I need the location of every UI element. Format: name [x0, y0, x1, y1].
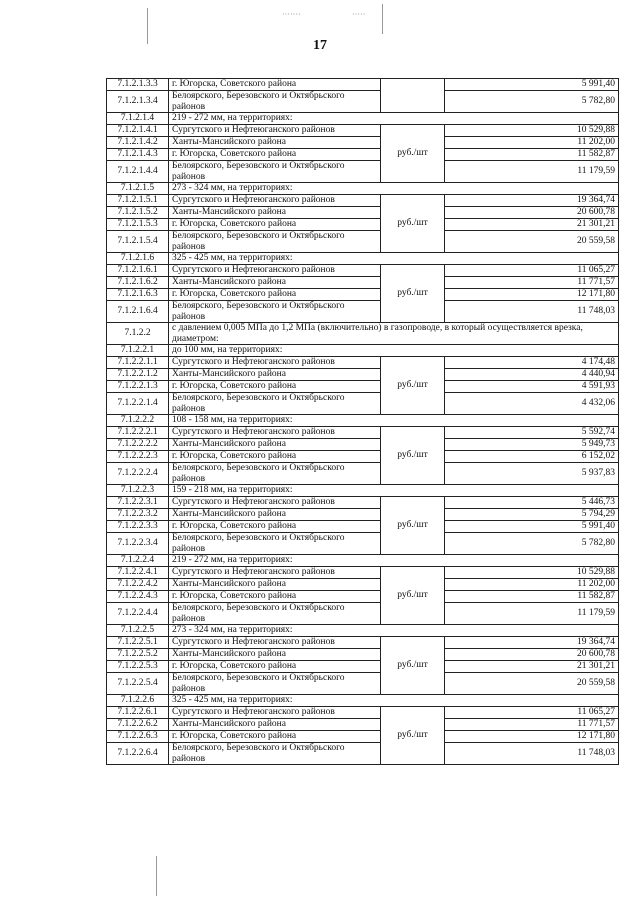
row-unit: руб./шт: [381, 125, 445, 183]
row-code: 7.1.2.2.5.2: [107, 649, 169, 661]
row-unit: [381, 79, 445, 113]
row-description: 219 - 272 мм, на территориях:: [169, 555, 619, 567]
row-territory: г. Югорска, Советского района: [169, 381, 381, 393]
row-territory: Ханты-Мансийского района: [169, 277, 381, 289]
row-price: 21 301,21: [445, 661, 619, 673]
row-price: 4 591,93: [445, 381, 619, 393]
table-row: [107, 381, 619, 393]
row-price: 5 794,29: [445, 509, 619, 521]
row-code: 7.1.2.1.4.2: [107, 137, 169, 149]
table-row: [107, 661, 619, 673]
row-territory: Сургутского и Нефтеюганского районов: [169, 567, 381, 579]
row-territory: Сургутского и Нефтеюганского районов: [169, 195, 381, 207]
row-description: с давлением 0,005 МПа до 1,2 МПа (включительно) в газопроводе, в который осуществляется врезка, диаметром:: [169, 323, 619, 345]
table-row: [107, 231, 619, 253]
row-price: 11 179,59: [445, 603, 619, 625]
table-row: [107, 369, 619, 381]
table-subheader-row: [107, 625, 619, 637]
table-row: [107, 195, 619, 207]
row-code: 7.1.2.1.6: [107, 253, 169, 265]
row-territory: Ханты-Мансийского района: [169, 369, 381, 381]
row-territory: Белоярского, Березовского и Октябрьского районов: [169, 161, 381, 183]
row-territory: Белоярского, Березовского и Октябрьского районов: [169, 673, 381, 695]
row-price: 10 529,88: [445, 125, 619, 137]
table-row: [107, 567, 619, 579]
table-subheader-row: [107, 485, 619, 497]
table-row: [107, 509, 619, 521]
row-description: 325 - 425 мм, на территориях:: [169, 695, 619, 707]
row-territory: Ханты-Мансийского района: [169, 137, 381, 149]
table-row: [107, 149, 619, 161]
scan-mark: ·······: [282, 10, 301, 19]
row-territory: Ханты-Мансийского района: [169, 509, 381, 521]
tariff-table-body: [107, 79, 619, 765]
row-price: 4 174,48: [445, 357, 619, 369]
table-row: [107, 265, 619, 277]
row-price: 5 446,73: [445, 497, 619, 509]
row-territory: Сургутского и Нефтеюганского районов: [169, 265, 381, 277]
row-code: 7.1.2.2.6.1: [107, 707, 169, 719]
row-territory: г. Югорска, Советского района: [169, 219, 381, 231]
row-code: 7.1.2.2.3: [107, 485, 169, 497]
row-territory: Белоярского, Березовского и Октябрьского районов: [169, 533, 381, 555]
row-price: 11 771,57: [445, 277, 619, 289]
row-code: 7.1.2.2.1: [107, 345, 169, 357]
row-price: 19 364,74: [445, 195, 619, 207]
row-code: 7.1.2.1.4: [107, 113, 169, 125]
row-code: 7.1.2.2.5.1: [107, 637, 169, 649]
table-row: [107, 79, 619, 91]
row-description: 159 - 218 мм, на территориях:: [169, 485, 619, 497]
table-row: [107, 637, 619, 649]
tariff-table: [106, 78, 619, 765]
row-code: 7.1.2.1.4.1: [107, 125, 169, 137]
row-price: 20 559,58: [445, 673, 619, 695]
row-price: 21 301,21: [445, 219, 619, 231]
table-row: [107, 137, 619, 149]
row-price: 5 991,40: [445, 79, 619, 91]
table-subheader-row: [107, 345, 619, 357]
row-code: 7.1.2.2.5: [107, 625, 169, 637]
row-price: 11 771,57: [445, 719, 619, 731]
row-description: 108 - 158 мм, на территориях:: [169, 415, 619, 427]
row-description: 219 - 272 мм, на территориях:: [169, 113, 619, 125]
row-territory: г. Югорска, Советского района: [169, 289, 381, 301]
table-row: [107, 463, 619, 485]
row-code: 7.1.2.2.2: [107, 415, 169, 427]
table-row: [107, 439, 619, 451]
table-row: [107, 301, 619, 323]
row-code: 7.1.2.1.6.1: [107, 265, 169, 277]
row-price: 6 152,02: [445, 451, 619, 463]
row-price: 19 364,74: [445, 637, 619, 649]
row-price: 20 600,78: [445, 649, 619, 661]
table-row: [107, 161, 619, 183]
row-description: 325 - 425 мм, на территориях:: [169, 253, 619, 265]
table-row: [107, 743, 619, 765]
row-code: 7.1.2.1.5.2: [107, 207, 169, 219]
scan-mark: ·····: [352, 10, 366, 19]
row-code: 7.1.2.1.4.3: [107, 149, 169, 161]
row-code: 7.1.2.2.2.1: [107, 427, 169, 439]
row-code: 7.1.2.1.5.4: [107, 231, 169, 253]
row-code: 7.1.2.2.1.2: [107, 369, 169, 381]
row-code: 7.1.2.2.4.4: [107, 603, 169, 625]
table-row: [107, 579, 619, 591]
row-price: 20 559,58: [445, 231, 619, 253]
row-territory: Белоярского, Березовского и Октябрьского районов: [169, 603, 381, 625]
row-price: 11 582,87: [445, 591, 619, 603]
row-code: 7.1.2.2: [107, 323, 169, 345]
row-territory: Белоярского, Березовского и Октябрьского районов: [169, 91, 381, 113]
row-code: 7.1.2.1.3.3: [107, 79, 169, 91]
row-code: 7.1.2.2.2.2: [107, 439, 169, 451]
row-price: 4 440,94: [445, 369, 619, 381]
row-price: 4 432,06: [445, 393, 619, 415]
row-code: 7.1.2.2.5.4: [107, 673, 169, 695]
row-code: 7.1.2.2.6: [107, 695, 169, 707]
row-code: 7.1.2.2.4.2: [107, 579, 169, 591]
table-subheader-row: [107, 695, 619, 707]
row-code: 7.1.2.2.1.4: [107, 393, 169, 415]
row-code: 7.1.2.1.5: [107, 183, 169, 195]
row-territory: Белоярского, Березовского и Октябрьского районов: [169, 463, 381, 485]
row-territory: Сургутского и Нефтеюганского районов: [169, 125, 381, 137]
row-price: 11 582,87: [445, 149, 619, 161]
row-code: 7.1.2.2.4.3: [107, 591, 169, 603]
row-price: 12 171,80: [445, 731, 619, 743]
row-code: 7.1.2.2.6.3: [107, 731, 169, 743]
row-price: 11 179,59: [445, 161, 619, 183]
row-code: 7.1.2.2.4: [107, 555, 169, 567]
row-code: 7.1.2.1.5.3: [107, 219, 169, 231]
row-territory: г. Югорска, Советского района: [169, 149, 381, 161]
row-unit: руб./шт: [381, 195, 445, 253]
table-row: [107, 451, 619, 463]
table-row: [107, 591, 619, 603]
row-territory: Ханты-Мансийского района: [169, 207, 381, 219]
table-subheader-row: [107, 183, 619, 195]
row-code: 7.1.2.2.3.3: [107, 521, 169, 533]
row-price: 11 748,03: [445, 743, 619, 765]
row-territory: Ханты-Мансийского района: [169, 649, 381, 661]
row-territory: Сургутского и Нефтеюганского районов: [169, 427, 381, 439]
row-unit: руб./шт: [381, 707, 445, 765]
row-code: 7.1.2.2.3.4: [107, 533, 169, 555]
row-code: 7.1.2.2.1.3: [107, 381, 169, 393]
row-code: 7.1.2.2.5.3: [107, 661, 169, 673]
row-territory: Белоярского, Березовского и Октябрьского районов: [169, 393, 381, 415]
table-row: [107, 497, 619, 509]
row-territory: Белоярского, Березовского и Октябрьского районов: [169, 231, 381, 253]
row-price: 5 782,80: [445, 91, 619, 113]
row-code: 7.1.2.2.3.2: [107, 509, 169, 521]
row-code: 7.1.2.2.2.4: [107, 463, 169, 485]
table-row: [107, 673, 619, 695]
page-number: 17: [313, 38, 327, 53]
table-row: [107, 707, 619, 719]
table-row: [107, 427, 619, 439]
table-row: [107, 219, 619, 231]
row-price: 5 937,83: [445, 463, 619, 485]
row-code: 7.1.2.1.4.4: [107, 161, 169, 183]
table-row: [107, 393, 619, 415]
row-territory: Белоярского, Березовского и Октябрьского районов: [169, 301, 381, 323]
table-row: [107, 649, 619, 661]
row-price: 5 592,74: [445, 427, 619, 439]
row-price: 11 748,03: [445, 301, 619, 323]
row-code: 7.1.2.2.2.3: [107, 451, 169, 463]
row-price: 5 949,73: [445, 439, 619, 451]
table-subheader-row: [107, 555, 619, 567]
table-row: [107, 521, 619, 533]
row-code: 7.1.2.2.4.1: [107, 567, 169, 579]
table-subheader-row: [107, 253, 619, 265]
table-row: [107, 277, 619, 289]
table-row: [107, 289, 619, 301]
row-unit: руб./шт: [381, 427, 445, 485]
row-territory: г. Югорска, Советского района: [169, 521, 381, 533]
row-unit: руб./шт: [381, 265, 445, 323]
row-price: 11 202,00: [445, 137, 619, 149]
row-unit: руб./шт: [381, 637, 445, 695]
row-territory: Белоярского, Березовского и Октябрьского районов: [169, 743, 381, 765]
table-row: [107, 603, 619, 625]
table-subheader-row: [107, 415, 619, 427]
row-price: 20 600,78: [445, 207, 619, 219]
row-description: до 100 мм, на территориях:: [169, 345, 619, 357]
row-territory: Сургутского и Нефтеюганского районов: [169, 637, 381, 649]
scan-edge-line: [156, 856, 157, 896]
row-unit: руб./шт: [381, 497, 445, 555]
row-territory: Ханты-Мансийского района: [169, 579, 381, 591]
row-territory: Сургутского и Нефтеюганского районов: [169, 357, 381, 369]
table-section-row: [107, 323, 619, 345]
row-price: 11 065,27: [445, 265, 619, 277]
row-price: 5 782,80: [445, 533, 619, 555]
row-description: 273 - 324 мм, на территориях:: [169, 625, 619, 637]
row-code: 7.1.2.1.5.1: [107, 195, 169, 207]
table-subheader-row: [107, 113, 619, 125]
row-price: 11 202,00: [445, 579, 619, 591]
row-territory: Ханты-Мансийского района: [169, 719, 381, 731]
row-territory: г. Югорска, Советского района: [169, 731, 381, 743]
row-code: 7.1.2.1.6.2: [107, 277, 169, 289]
row-price: 5 991,40: [445, 521, 619, 533]
row-unit: руб./шт: [381, 357, 445, 415]
row-unit: руб./шт: [381, 567, 445, 625]
row-code: 7.1.2.2.6.4: [107, 743, 169, 765]
row-territory: Ханты-Мансийского района: [169, 439, 381, 451]
table-row: [107, 719, 619, 731]
table-row: [107, 357, 619, 369]
table-row: [107, 207, 619, 219]
row-price: 11 065,27: [445, 707, 619, 719]
row-code: 7.1.2.2.3.1: [107, 497, 169, 509]
row-code: 7.1.2.1.3.4: [107, 91, 169, 113]
row-price: 12 171,80: [445, 289, 619, 301]
row-code: 7.1.2.1.6.4: [107, 301, 169, 323]
row-territory: г. Югорска, Советского района: [169, 79, 381, 91]
scan-edge-line: [382, 4, 383, 34]
row-code: 7.1.2.1.6.3: [107, 289, 169, 301]
row-description: 273 - 324 мм, на территориях:: [169, 183, 619, 195]
row-price: 10 529,88: [445, 567, 619, 579]
row-code: 7.1.2.2.6.2: [107, 719, 169, 731]
table-row: [107, 125, 619, 137]
row-territory: г. Югорска, Советского района: [169, 451, 381, 463]
row-territory: Сургутского и Нефтеюганского районов: [169, 497, 381, 509]
row-territory: Сургутского и Нефтеюганского районов: [169, 707, 381, 719]
row-code: 7.1.2.2.1.1: [107, 357, 169, 369]
table-row: [107, 91, 619, 113]
row-territory: г. Югорска, Советского района: [169, 661, 381, 673]
row-territory: г. Югорска, Советского района: [169, 591, 381, 603]
table-row: [107, 731, 619, 743]
table-row: [107, 533, 619, 555]
